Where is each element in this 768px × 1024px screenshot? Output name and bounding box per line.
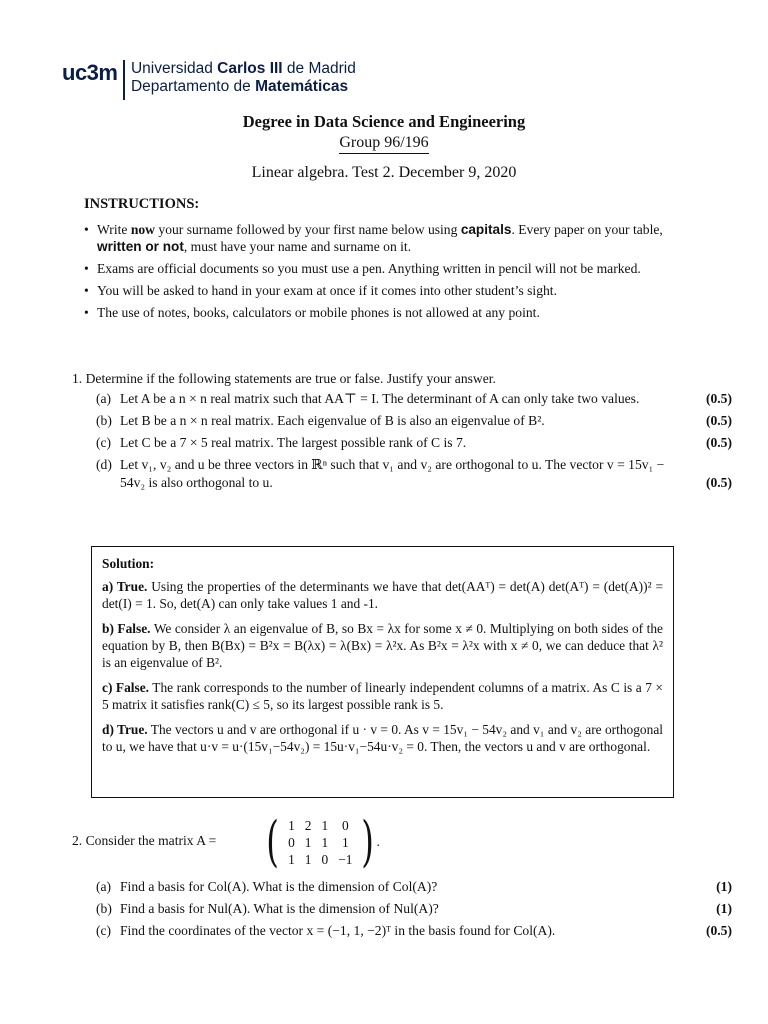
group-text: Group 96/196 — [339, 134, 428, 154]
points: (1) — [716, 901, 732, 916]
matrix-cell: 1 — [304, 851, 312, 867]
matrix-a-table — [283, 817, 357, 868]
question-2 — [72, 812, 732, 872]
matrix-cell: 1 — [341, 834, 349, 850]
matrix-a — [262, 812, 380, 872]
logo-line-2-pre: Departamento de — [130, 78, 256, 95]
matrix-end-period: . — [376, 834, 380, 849]
item-text: Let A be a n × n real matrix such that AA⊤ = I. The determinant of A can only take two values. — [120, 391, 640, 406]
logo-line-2-bold: Matemáticas — [255, 78, 349, 95]
solution-title-text: Solution: — [102, 556, 155, 571]
solution-box — [91, 546, 674, 798]
item-text: Find the coordinates of the vector x = (−1, 1, −2)ᵀ in the basis found for Col(A). — [120, 923, 556, 938]
test-title: Linear algebra. Test 2. December 9, 2020 — [251, 164, 517, 181]
item-label: (b) — [96, 901, 112, 916]
solution-b — [102, 620, 663, 671]
solution-c — [102, 679, 663, 713]
question-2c — [72, 920, 732, 942]
solution-heading: d) True. — [102, 722, 148, 737]
matrix-cell: 1 — [321, 834, 329, 850]
matrix-cell: 1 — [321, 817, 329, 833]
instruction-bold: now — [130, 222, 155, 237]
item-text: Find a basis for Col(A). What is the dimension of Col(A)? — [120, 879, 438, 894]
logo-divider — [123, 60, 125, 100]
question-2a — [72, 876, 732, 898]
instruction-text: your surname followed by your first name below using — [155, 222, 461, 237]
solution-text: Using the properties of the determinants we have that det(AAᵀ) = det(A) det(Aᵀ) = (det(A))² = det(I) = 1. So, det(A) can only take values 1 and -1. — [102, 579, 663, 611]
solution-text: We consider λ an eigenvalue of B, so Bx = λx for some x ≠ 0. Multiplying on both sides of the equation by B, then B(Bx) = B²x = B(λx) = λ(Bx) = λ²x. As B²x = λ²x with x ≠ 0, we can deduce that λ² is an eigenvalue of B². — [102, 621, 663, 670]
logo-line-2 — [131, 78, 356, 96]
question-1c — [72, 434, 732, 452]
item-label: (c) — [96, 435, 112, 450]
degree-title: Degree in Data Science and Engineering — [242, 112, 526, 131]
instruction-item — [84, 221, 684, 255]
matrix-row — [283, 834, 357, 851]
points: (0.5) — [705, 475, 732, 490]
question-2-items — [72, 876, 732, 942]
item-label: (c) — [96, 923, 112, 938]
item-text: Let v₁, v₂ and u be three vectors in ℝⁿ such that v₁ and v₂ are orthogonal to u. The vector v = 15v₁ − 54v₂ is also orthogonal to u. — [120, 457, 665, 490]
question-1d — [72, 456, 732, 492]
solution-d — [102, 721, 663, 755]
question-1-intro: 1. Determine if the following statements are true or false. Justify your answer. — [72, 371, 496, 386]
matrix-row — [283, 817, 357, 834]
logo-line-1-post: de Madrid — [282, 60, 356, 77]
question-1 — [72, 370, 732, 492]
matrix-cell: 1 — [304, 834, 312, 850]
logo-line-1-bold: Carlos III — [217, 60, 283, 77]
uc3m-mark: uc3m — [62, 60, 118, 85]
logo-line-1-pre: Universidad — [130, 60, 218, 77]
right-paren: ) — [361, 810, 375, 873]
points: (0.5) — [705, 923, 732, 938]
instruction-item: • The use of notes, books, calculators or mobile phones is not allowed at any point. — [84, 304, 684, 321]
matrix-cell: 0 — [288, 834, 295, 850]
item-label: (a) — [96, 879, 112, 894]
solution-title — [102, 555, 663, 572]
solution-heading: a) True. — [102, 579, 148, 594]
group-label — [0, 134, 768, 152]
instructions-title: INSTRUCTIONS: — [84, 196, 200, 212]
item-label: (d) — [96, 457, 112, 472]
solution-a — [102, 578, 663, 612]
item-text: Find a basis for Nul(A). What is the dimension of Nul(A)? — [120, 901, 439, 916]
matrix-cell: −1 — [338, 851, 353, 867]
instruction-item: • Exams are official documents so you must use a pen. Anything written in pencil will not be marked. — [84, 260, 684, 277]
matrix-cell: 1 — [288, 851, 295, 867]
question-2-intro: 2. Consider the matrix A = — [72, 833, 217, 848]
solution-heading: c) False. — [102, 680, 150, 695]
left-paren: ( — [266, 810, 279, 873]
instruction-bold: written or not — [97, 239, 184, 254]
instruction-text: . Every paper on your table, — [511, 222, 663, 237]
matrix-cell: 1 — [288, 817, 295, 833]
matrix-cell: 0 — [341, 817, 349, 833]
instruction-text: Write — [97, 222, 131, 237]
logo-text — [131, 60, 356, 96]
question-2b — [72, 898, 732, 920]
item-text: Let B be a n × n real matrix. Each eigenvalue of B is also an eigenvalue of B². — [120, 413, 545, 428]
item-text: Let C be a 7 × 5 real matrix. The largest possible rank of C is 7. — [120, 435, 467, 450]
solution-text: The vectors u and v are orthogonal if u · v = 0. As v = 15v₁ − 54v₂ and v₁ and v₂ are orthogonal to u, we have that u·v = u·(15v₁−54v₂) = 15u·v₁−54u·v₂ = 0. Then, the vectors u and v are orthogonal. — [102, 722, 663, 754]
instruction-bold: capitals — [460, 222, 512, 237]
university-logo — [62, 60, 356, 100]
matrix-row — [283, 851, 357, 868]
points: (1) — [716, 879, 732, 894]
matrix-cell: 0 — [321, 851, 329, 867]
points: (0.5) — [705, 391, 732, 406]
instruction-text: , must have your name and surname on it. — [183, 239, 412, 254]
item-label: (b) — [96, 413, 112, 428]
item-label: (a) — [96, 391, 112, 406]
instructions-list — [84, 221, 684, 326]
logo-line-1 — [131, 60, 356, 78]
instruction-item: • You will be asked to hand in your exam at once if it comes into other student’s sight. — [84, 282, 684, 299]
matrix-cell: 2 — [304, 817, 312, 833]
points: (0.5) — [705, 413, 732, 428]
question-1b — [72, 412, 732, 430]
question-1a — [72, 390, 732, 408]
points: (0.5) — [705, 435, 732, 450]
solution-heading: b) False. — [102, 621, 151, 636]
solution-text: The rank corresponds to the number of linearly independent columns of a matrix. As C is a 7 × 5 matrix it satisfies rank(C) ≤ 5, so its largest possible rank is 5. — [102, 680, 663, 712]
